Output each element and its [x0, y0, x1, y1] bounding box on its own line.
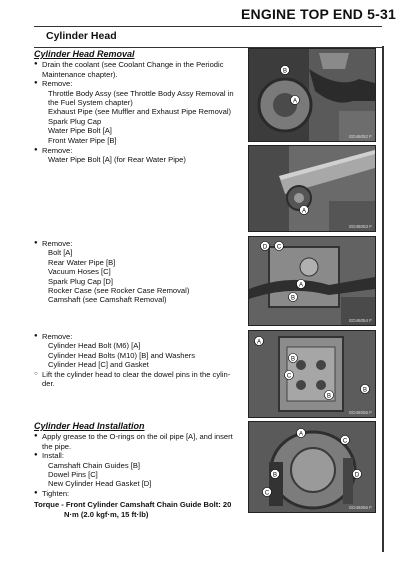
step-text: ● Remove:: [34, 146, 246, 155]
item-text: Throttle Body Assy (see Throttle Body Assy Removal in: [48, 88, 234, 98]
section-heading: [34, 26, 382, 48]
callout-a: [291, 96, 300, 105]
figure-code: ED46052 F: [349, 134, 372, 139]
callout-b: [361, 385, 370, 394]
figure-code: ED46056 F: [349, 505, 372, 510]
step-text: ● Remove:: [34, 332, 246, 341]
svg-text:A: A: [256, 339, 262, 346]
svg-text:A: A: [298, 282, 304, 289]
svg-text:C: C: [276, 244, 282, 251]
torque-spec: Torque - Front Cylinder Camshaft Chain Guide Bolt: 20: [34, 500, 232, 510]
item-text: Spark Plug Cap [D]: [48, 276, 113, 286]
svg-text:A: A: [292, 98, 298, 105]
step3-block: [34, 239, 246, 305]
item-text: Vacuum Hoses [C]: [48, 267, 111, 277]
item-text: Cylinder Head Bolts (M10) [B] and Washers: [48, 350, 196, 360]
section-title: Cylinder Head: [46, 30, 117, 42]
figure-code: ED46054 F: [349, 318, 372, 323]
item-text: Cylinder Head Bolt (M6) [A]: [48, 341, 141, 351]
engine-photo-1: [248, 48, 376, 142]
torque-spec: N·m (2.0 kgf·m, 15 ft·lb): [64, 509, 149, 519]
item-text: Camshaft Chain Guides [B]: [48, 460, 141, 470]
item-text: Spark Plug Cap: [48, 116, 102, 126]
svg-text:C: C: [286, 373, 292, 380]
item-text: Water Pipe Bolt [A] (for Rear Water Pipe): [48, 155, 186, 165]
item-text: Camshaft (see Camshaft Removal): [48, 295, 167, 305]
item-text: New Cylinder Head Gasket [D]: [48, 479, 152, 489]
svg-text:D: D: [262, 244, 268, 251]
callout-c: [285, 371, 294, 380]
step4-block: [34, 332, 246, 388]
step-text: the pipe.: [42, 441, 72, 451]
callout-a: [297, 280, 306, 289]
step-text: ● Remove:: [34, 79, 246, 88]
svg-text:B: B: [290, 295, 296, 302]
callout-b: [325, 391, 334, 400]
callout-a: [255, 337, 264, 346]
callout-b: [289, 354, 298, 363]
step-text: ● Install:: [34, 451, 380, 460]
item-text: Rocker Case (see Rocker Case Removal): [48, 286, 190, 296]
step-text: der.: [42, 379, 55, 389]
right-rule: [382, 46, 384, 552]
engine-photo-3-illustration: [249, 237, 375, 325]
item-text: Dowel Pins [C]: [48, 470, 98, 480]
engine-photo-5-illustration: [249, 422, 375, 512]
svg-text:A: A: [301, 208, 307, 215]
callout-a: [300, 206, 309, 215]
svg-text:B: B: [282, 68, 288, 75]
figure-code: ED46053 F: [349, 224, 372, 229]
svg-text:B: B: [326, 393, 332, 400]
engine-photo-3: [248, 236, 376, 326]
item-text: Bolt [A]: [48, 248, 73, 258]
item-text: the Fuel System chapter): [48, 98, 133, 108]
figure-code: ED46055 F: [349, 410, 372, 415]
engine-photo-2: [248, 145, 376, 232]
page-header: [0, 0, 416, 22]
callout-a: [297, 429, 306, 438]
item-text: Front Water Pipe [B]: [48, 135, 117, 145]
callout-b: [281, 66, 290, 75]
callout-d: [261, 242, 270, 251]
svg-text:B: B: [290, 356, 296, 363]
callout-d: [353, 470, 362, 479]
step-text: ● Tighten:: [34, 489, 380, 498]
engine-photo-1-illustration: [249, 49, 375, 141]
item-text: Cylinder Head [C] and Gasket: [48, 360, 149, 370]
callout-c: [275, 242, 284, 251]
callout-c: [263, 488, 272, 497]
item-text: Exhaust Pipe (see Muffler and Exhaust Pipe Removal): [48, 107, 232, 117]
step-text: Maintenance chapter).: [42, 69, 118, 79]
svg-text:C: C: [264, 490, 270, 497]
engine-photo-5: [248, 421, 376, 513]
svg-text:B: B: [272, 472, 278, 479]
callout-b: [271, 470, 280, 479]
svg-text:C: C: [342, 438, 348, 445]
svg-text:A: A: [298, 431, 304, 438]
engine-photo-4-illustration: [249, 331, 375, 417]
step-text: ● Apply grease to the O-rings on the oil pipe [A], and insert: [34, 432, 380, 441]
step-text: ○ Lift the cylinder head to clear the dowel pins in the cylin-: [34, 370, 246, 379]
item-text: Water Pipe Bolt [A]: [48, 126, 112, 136]
step-text: ● Drain the coolant (see Coolant Change in the Periodic: [34, 60, 246, 69]
svg-text:D: D: [354, 472, 360, 479]
removal-heading: Cylinder Head Removal: [34, 49, 135, 59]
engine-photo-2-illustration: [249, 146, 375, 231]
removal-block: [34, 50, 246, 145]
callout-b: [289, 293, 298, 302]
callout-c: [341, 436, 350, 445]
engine-photo-4: [248, 330, 376, 418]
step-text: ● Remove:: [34, 239, 246, 248]
installation-heading: Cylinder Head Installation: [34, 421, 145, 431]
step2-block: [34, 146, 246, 165]
item-text: Rear Water Pipe [B]: [48, 257, 116, 267]
page-title: ENGINE TOP END 5-31: [241, 6, 396, 22]
svg-text:B: B: [362, 387, 368, 394]
